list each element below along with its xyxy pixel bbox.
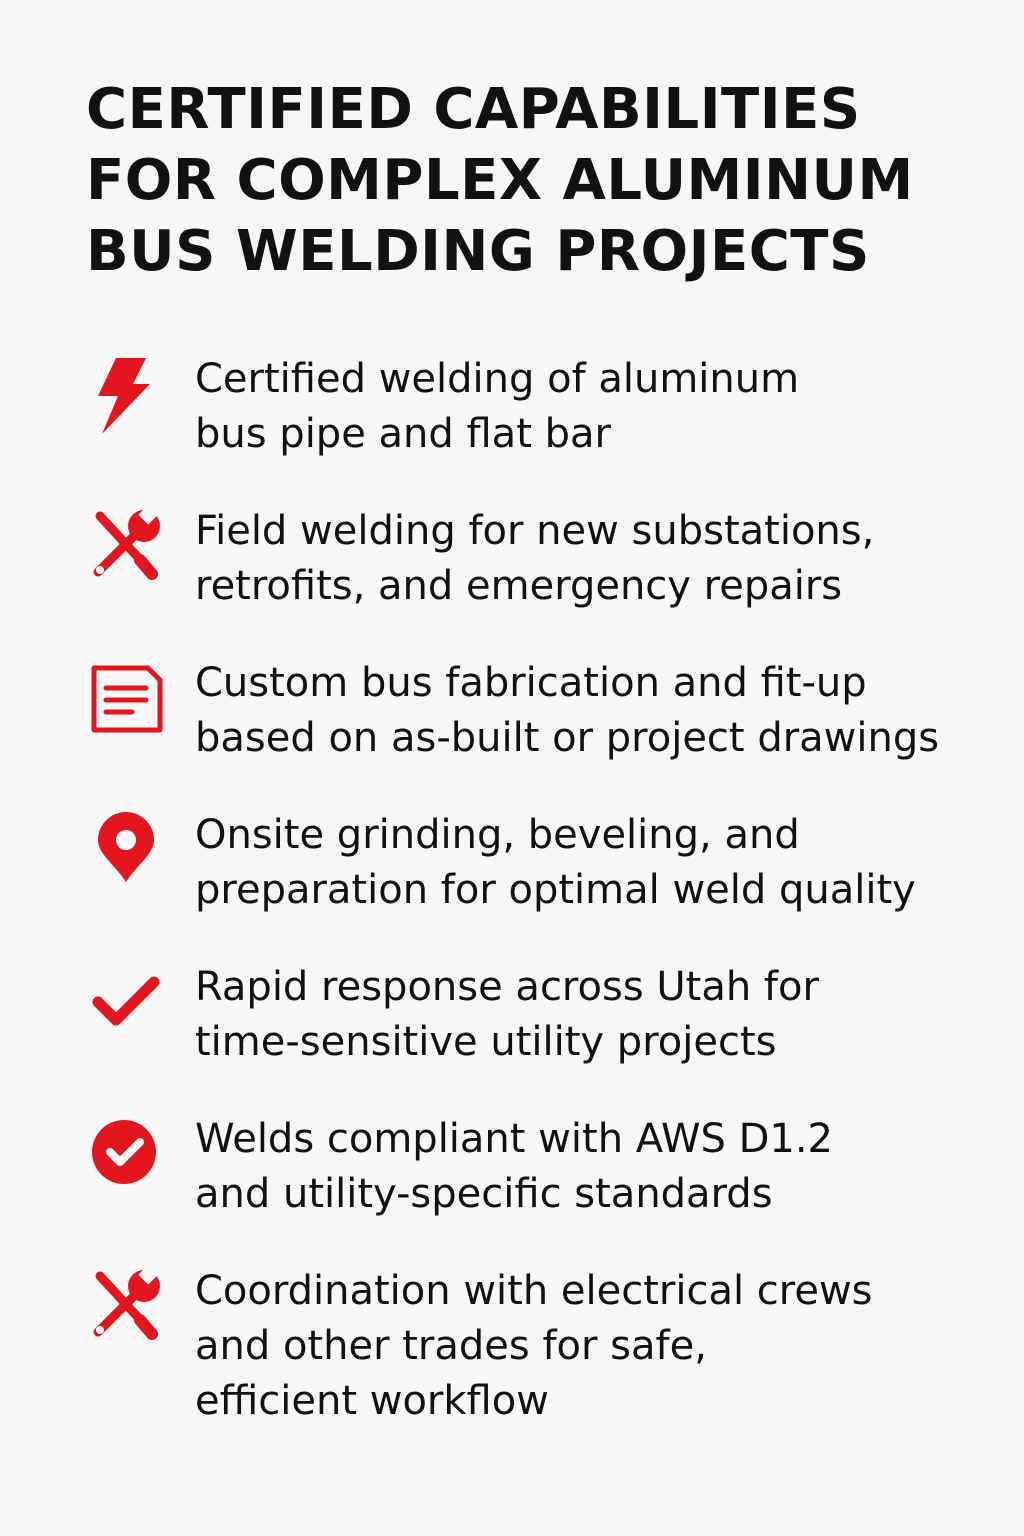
title-line: FOR COMPLEX ALUMINUM [86,148,914,213]
capability-line: efficient workflow [195,1378,549,1424]
capability-line: Custom bus fabrication and fit-up [195,660,867,706]
page-title [86,74,986,287]
title-line: BUS WELDING PROJECTS [86,219,870,284]
capability-text [195,808,995,918]
capability-line: Onsite grinding, beveling, and [195,812,800,858]
wrench-screwdriver-icon [86,1264,166,1344]
capability-line: Coordination with electrical crews [195,1268,873,1314]
capability-line: based on as-built or project drawings [195,715,940,761]
capability-text [195,1264,995,1429]
capability-text [195,960,995,1070]
capability-line: preparation for optimal weld quality [195,867,916,913]
capability-line: time-sensitive utility projects [195,1019,777,1065]
check-circle-icon [86,1112,166,1192]
title-line: CERTIFIED CAPABILITIES [86,77,861,142]
wrench-screwdriver-icon [86,504,166,584]
capability-line: bus pipe and flat bar [195,411,611,457]
lightning-bolt-icon [86,354,166,434]
capability-line: and other trades for safe, [195,1323,707,1369]
capability-line: Welds compliant with AWS D1.2 [195,1116,834,1162]
capability-text [195,1112,995,1222]
capability-line: retrofits, and emergency repairs [195,563,843,609]
capability-text [195,656,995,766]
capability-text [195,504,995,614]
capability-text [195,352,995,462]
location-pin-icon [86,810,166,890]
checkmark-icon [86,964,166,1044]
capability-line: and utility-specific standards [195,1171,773,1217]
capability-line: Certified welding of aluminum [195,356,800,402]
capability-line: Rapid response across Utah for [195,964,819,1010]
document-icon [86,658,166,738]
capability-line: Field welding for new substations, [195,508,875,554]
